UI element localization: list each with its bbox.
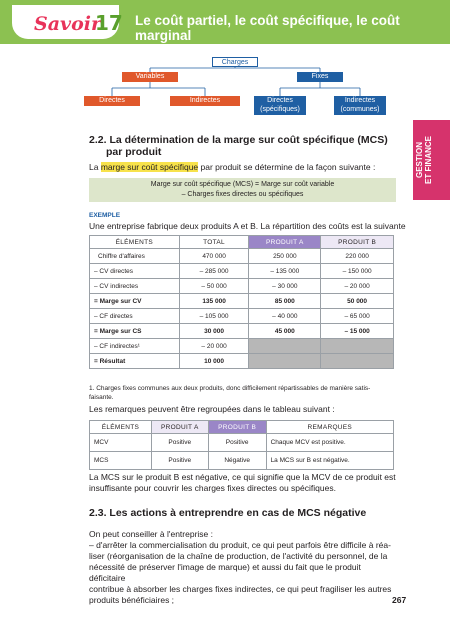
side-tab-line2: ET FINANCE bbox=[424, 136, 433, 184]
table-row bbox=[90, 309, 394, 324]
footnote-line1: 1. Charges fixes communes aux deux produits, donc difficilement répartissables de manière satis- bbox=[89, 385, 371, 392]
diagram-charges: Charges bbox=[212, 57, 258, 67]
row-total: 30 000 bbox=[179, 324, 249, 339]
remarks-header-elements: ÉLÉMENTS bbox=[90, 421, 152, 434]
charges-diagram bbox=[0, 52, 450, 122]
table-row bbox=[90, 434, 394, 452]
footnote-line2: faisante. bbox=[89, 394, 114, 401]
diagram-directes: Directes bbox=[84, 96, 140, 106]
row-total: – 285 000 bbox=[179, 264, 249, 279]
remarks-produit-b: Positive bbox=[208, 434, 266, 452]
row-label: = Marge sur CV bbox=[90, 294, 180, 309]
remarks-table bbox=[89, 420, 394, 470]
row-produit-b: – 65 000 bbox=[321, 309, 394, 324]
row-total: – 50 000 bbox=[179, 279, 249, 294]
row-produit-b: – 20 000 bbox=[321, 279, 394, 294]
remarks-table-header bbox=[90, 421, 394, 434]
diagram-directes-specifiques: Directes (spécifiques) bbox=[254, 96, 306, 115]
section-22-number: 2.2. bbox=[89, 134, 107, 146]
table-row bbox=[90, 279, 394, 294]
chapter-header bbox=[0, 0, 450, 44]
intro-prefix: La bbox=[89, 162, 101, 172]
table-row bbox=[90, 452, 394, 470]
section-23-intro: On peut conseiller à l'entreprise : bbox=[89, 529, 213, 539]
row-label: = Marge sur CS bbox=[90, 324, 180, 339]
row-total: 470 000 bbox=[179, 249, 249, 264]
table-row bbox=[90, 249, 394, 264]
table-row bbox=[90, 339, 394, 354]
remarks-header-produit-b: PRODUIT B bbox=[208, 421, 266, 434]
conclusion-line2: insuffisante pour couvrir les charges fixes directes ou spécifiques. bbox=[89, 483, 336, 493]
remarks-header-produit-a: PRODUIT A bbox=[151, 421, 208, 434]
cost-table-header bbox=[90, 236, 394, 249]
intro-highlight: marge sur coût spécifique bbox=[100, 162, 199, 172]
remarks-produit-b: Négative bbox=[208, 452, 266, 470]
remarks-element: MCS bbox=[90, 452, 152, 470]
row-total: 135 000 bbox=[179, 294, 249, 309]
conclusion bbox=[89, 472, 409, 494]
row-label: = Résultat bbox=[90, 354, 180, 369]
row-produit-a: 250 000 bbox=[249, 249, 321, 264]
example-label: EXEMPLE bbox=[89, 212, 121, 219]
row-produit-b-empty bbox=[321, 339, 394, 354]
page-number: 267 bbox=[392, 595, 407, 605]
section-22-title-line2: par produit bbox=[106, 146, 162, 158]
row-label: – CV directes bbox=[90, 264, 180, 279]
example-text: Une entreprise fabrique deux produits A et B. La répartition des coûts est la suivante bbox=[89, 221, 406, 231]
remarks-element: MCV bbox=[90, 434, 152, 452]
formula-box bbox=[89, 178, 396, 202]
chapter-title: Le coût partiel, le coût spécifique, le coût marginal bbox=[135, 13, 400, 43]
section-23-line: contribue à absorber les charges fixes indirectes, ce qui peut fragiliser les autres bbox=[89, 584, 392, 594]
table-row bbox=[90, 264, 394, 279]
row-produit-a: 85 000 bbox=[249, 294, 321, 309]
row-label: – CF indirectes¹ bbox=[90, 339, 180, 354]
row-total: – 105 000 bbox=[179, 309, 249, 324]
badge-word: Savoir bbox=[34, 13, 101, 35]
side-tab-label bbox=[415, 120, 433, 200]
remarks-intro: Les remarques peuvent être regroupées dans le tableau suivant : bbox=[89, 404, 335, 414]
section-22-title-line1: La détermination de la marge sur coût spécifique (MCS) bbox=[109, 134, 388, 146]
row-produit-a: – 30 000 bbox=[249, 279, 321, 294]
side-tab-line1: GESTION bbox=[415, 142, 424, 179]
section-22-intro bbox=[89, 162, 409, 173]
diagram-fixes: Fixes bbox=[297, 72, 343, 82]
section-23-line: produits bénéficiaires ; bbox=[89, 595, 175, 605]
table-row bbox=[90, 294, 394, 309]
row-produit-a: 45 000 bbox=[249, 324, 321, 339]
row-label: Chiffre d'affaires bbox=[90, 249, 180, 264]
row-produit-a-empty bbox=[249, 339, 321, 354]
table-row bbox=[90, 324, 394, 339]
section-23-body bbox=[89, 529, 399, 606]
row-produit-b: 220 000 bbox=[321, 249, 394, 264]
row-produit-b: – 150 000 bbox=[321, 264, 394, 279]
conclusion-line1: La MCS sur le produit B est négative, ce qui signifie que la MCV de ce produit est bbox=[89, 472, 396, 482]
section-23-line: – d'arrêter la commercialisation du produit, ce qui peut parfois être difficile à réa- bbox=[89, 540, 391, 550]
header-elements: ÉLÉMENTS bbox=[90, 236, 180, 249]
badge-number: 17 bbox=[95, 11, 123, 35]
formula-line2: – Charges fixes directes ou spécifiques bbox=[181, 191, 304, 198]
table-row bbox=[90, 354, 394, 369]
formula-line1: Marge sur coût spécifique (MCS) = Marge sur coût variable bbox=[150, 181, 335, 188]
remarks-header-remarques: REMARQUES bbox=[266, 421, 393, 434]
diagram-indirectes-communes: Indirectes (communes) bbox=[334, 96, 386, 115]
remarks-produit-a: Positive bbox=[151, 452, 208, 470]
remarks-produit-a: Positive bbox=[151, 434, 208, 452]
diagram-indirectes: Indirectes bbox=[170, 96, 240, 106]
row-produit-a-empty bbox=[249, 354, 321, 369]
cost-table bbox=[89, 235, 394, 369]
row-produit-a: – 40 000 bbox=[249, 309, 321, 324]
row-produit-a: – 135 000 bbox=[249, 264, 321, 279]
table-footnote bbox=[89, 384, 399, 402]
diagram-variables: Variables bbox=[122, 72, 178, 82]
row-label: – CV indirectes bbox=[90, 279, 180, 294]
header-total: TOTAL bbox=[179, 236, 249, 249]
section-23-line: nécessité de préserver l'image de marque) et aussi du fait que le produit déficitaire bbox=[89, 562, 361, 583]
section-22-title bbox=[89, 134, 409, 158]
row-produit-b: 50 000 bbox=[321, 294, 394, 309]
row-produit-b-empty bbox=[321, 354, 394, 369]
remarks-note: La MCS sur B est négative. bbox=[266, 452, 393, 470]
section-23-title: 2.3. Les actions à entreprendre en cas de MCS négative bbox=[89, 507, 367, 519]
header-produit-b: PRODUIT B bbox=[321, 236, 394, 249]
row-total: – 20 000 bbox=[179, 339, 249, 354]
remarks-note: Chaque MCV est positive. bbox=[266, 434, 393, 452]
row-total: 10 000 bbox=[179, 354, 249, 369]
intro-suffix: par produit se détermine de la façon suivante : bbox=[198, 162, 376, 172]
section-23-line: liser (réorganisation de la chaîne de production, de l'activité du personnel, de la bbox=[89, 551, 388, 561]
row-label: – CF directes bbox=[90, 309, 180, 324]
header-produit-a: PRODUIT A bbox=[249, 236, 321, 249]
row-produit-b: – 15 000 bbox=[321, 324, 394, 339]
savoir-badge bbox=[12, 5, 123, 39]
